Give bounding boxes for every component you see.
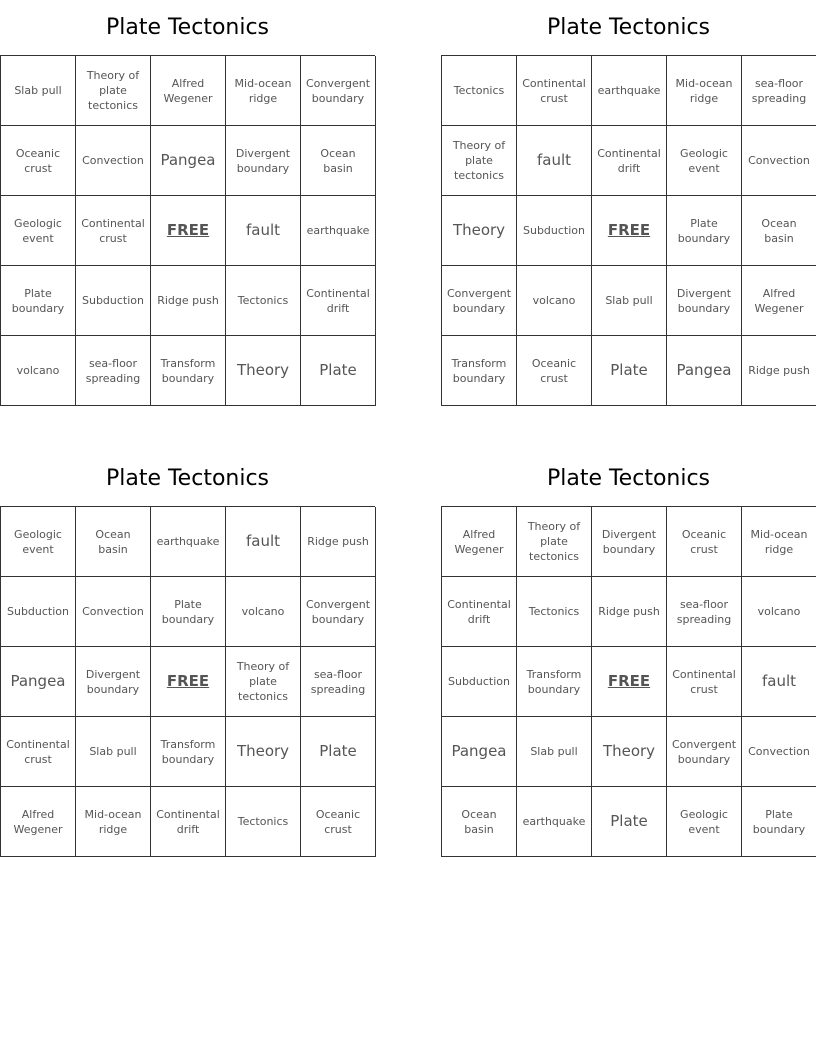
bingo-cell: Alfred Wegener <box>442 507 517 577</box>
bingo-cell: Geologic event <box>1 507 76 577</box>
bingo-cell: Theory <box>226 717 301 787</box>
bingo-cell: Mid-ocean ridge <box>667 56 742 126</box>
bingo-cell: Theory of plate tectonics <box>76 56 151 126</box>
bingo-cell: Ocean basin <box>742 196 816 266</box>
bingo-cell: Continental crust <box>517 56 592 126</box>
bingo-cell: Plate <box>592 787 667 857</box>
bingo-cell: Ridge push <box>151 266 226 336</box>
bingo-grid <box>441 55 816 406</box>
bingo-cell: Convection <box>742 126 816 196</box>
bingo-cell: Tectonics <box>517 577 592 647</box>
bingo-cell: Pangea <box>667 336 742 406</box>
bingo-cell: sea-floor spreading <box>742 56 816 126</box>
bingo-cell: Tectonics <box>442 56 517 126</box>
bingo-cell: Slab pull <box>1 56 76 126</box>
bingo-cell: Continental crust <box>76 196 151 266</box>
bingo-cell: earthquake <box>592 56 667 126</box>
card-title: Plate Tectonics <box>105 15 270 40</box>
bingo-cell: Oceanic crust <box>517 336 592 406</box>
bingo-card-2 <box>441 0 816 406</box>
bingo-cell: Plate boundary <box>667 196 742 266</box>
bingo-cell: volcano <box>1 336 76 406</box>
bingo-cell: Ridge push <box>592 577 667 647</box>
bingo-cell: Theory of plate tectonics <box>442 126 517 196</box>
bingo-cell: Divergent boundary <box>667 266 742 336</box>
card-title: Plate Tectonics <box>546 466 711 491</box>
bingo-cell: Transform boundary <box>517 647 592 717</box>
bingo-cell: Pangea <box>1 647 76 717</box>
bingo-cell: sea-floor spreading <box>76 336 151 406</box>
bingo-card-3 <box>0 451 375 857</box>
bingo-cell: Convergent boundary <box>301 56 376 126</box>
bingo-cell: Plate boundary <box>1 266 76 336</box>
bingo-cell: Mid-ocean ridge <box>76 787 151 857</box>
bingo-cell: Divergent boundary <box>76 647 151 717</box>
bingo-cell: Alfred Wegener <box>742 266 816 336</box>
bingo-cell: Pangea <box>442 717 517 787</box>
bingo-cell: Subduction <box>76 266 151 336</box>
bingo-cell: Continental drift <box>442 577 517 647</box>
bingo-cell: Subduction <box>1 577 76 647</box>
bingo-cell: sea-floor spreading <box>667 577 742 647</box>
bingo-cell: earthquake <box>151 507 226 577</box>
bingo-cell: Mid-ocean ridge <box>742 507 816 577</box>
card-title: Plate Tectonics <box>105 466 270 491</box>
bingo-cell: Ocean basin <box>76 507 151 577</box>
bingo-cell: Slab pull <box>76 717 151 787</box>
bingo-grid <box>0 506 375 857</box>
card-title: Plate Tectonics <box>546 15 711 40</box>
bingo-card-4 <box>441 451 816 857</box>
bingo-cell: Transform boundary <box>151 336 226 406</box>
bingo-cell: Plate <box>301 336 376 406</box>
bingo-cell: Subduction <box>517 196 592 266</box>
bingo-cell: Plate boundary <box>151 577 226 647</box>
bingo-cell: Convection <box>76 126 151 196</box>
bingo-cell: Plate <box>301 717 376 787</box>
bingo-cell: Geologic event <box>667 787 742 857</box>
bingo-cell: fault <box>226 507 301 577</box>
bingo-cell: Transform boundary <box>442 336 517 406</box>
bingo-cell: volcano <box>517 266 592 336</box>
bingo-cell: earthquake <box>301 196 376 266</box>
bingo-cell: Slab pull <box>517 717 592 787</box>
bingo-cell: Theory of plate tectonics <box>226 647 301 717</box>
bingo-cell: Continental crust <box>667 647 742 717</box>
bingo-cell: Convection <box>76 577 151 647</box>
bingo-cell: Slab pull <box>592 266 667 336</box>
bingo-cell: Subduction <box>442 647 517 717</box>
bingo-cell: Continental drift <box>592 126 667 196</box>
free-space-cell: FREE <box>592 196 667 266</box>
bingo-cell: fault <box>226 196 301 266</box>
bingo-cell: Continental crust <box>1 717 76 787</box>
bingo-cell: earthquake <box>517 787 592 857</box>
bingo-cell: Plate <box>592 336 667 406</box>
bingo-cell: Oceanic crust <box>301 787 376 857</box>
free-space-cell: FREE <box>151 196 226 266</box>
bingo-cell: Theory <box>592 717 667 787</box>
bingo-cell: Continental drift <box>301 266 376 336</box>
bingo-cell: Oceanic crust <box>667 507 742 577</box>
bingo-cell: Ocean basin <box>301 126 376 196</box>
bingo-cell: Convection <box>742 717 816 787</box>
bingo-cell: sea-floor spreading <box>301 647 376 717</box>
bingo-cell: Convergent boundary <box>667 717 742 787</box>
bingo-cell: Ridge push <box>742 336 816 406</box>
bingo-cell: Continental drift <box>151 787 226 857</box>
bingo-cell: Transform boundary <box>151 717 226 787</box>
bingo-cell: Theory <box>226 336 301 406</box>
bingo-cell: Ridge push <box>301 507 376 577</box>
bingo-cell: Ocean basin <box>442 787 517 857</box>
bingo-grid <box>0 55 375 406</box>
bingo-cell: Tectonics <box>226 787 301 857</box>
bingo-cell: Alfred Wegener <box>1 787 76 857</box>
bingo-cell: fault <box>742 647 816 717</box>
bingo-cell: Geologic event <box>1 196 76 266</box>
bingo-cell: Convergent boundary <box>301 577 376 647</box>
bingo-cell: Theory <box>442 196 517 266</box>
bingo-cell: Convergent boundary <box>442 266 517 336</box>
bingo-cell: Geologic event <box>667 126 742 196</box>
bingo-cell: Divergent boundary <box>592 507 667 577</box>
bingo-cell: Pangea <box>151 126 226 196</box>
bingo-grid <box>441 506 816 857</box>
bingo-cell: Theory of plate tectonics <box>517 507 592 577</box>
bingo-cell: fault <box>517 126 592 196</box>
free-space-cell: FREE <box>151 647 226 717</box>
bingo-cell: Alfred Wegener <box>151 56 226 126</box>
bingo-cell: Plate boundary <box>742 787 816 857</box>
bingo-cell: volcano <box>226 577 301 647</box>
bingo-cell: volcano <box>742 577 816 647</box>
bingo-cell: Mid-ocean ridge <box>226 56 301 126</box>
bingo-cell: Tectonics <box>226 266 301 336</box>
bingo-cell: Oceanic crust <box>1 126 76 196</box>
free-space-cell: FREE <box>592 647 667 717</box>
bingo-card-1 <box>0 0 375 406</box>
bingo-cell: Divergent boundary <box>226 126 301 196</box>
